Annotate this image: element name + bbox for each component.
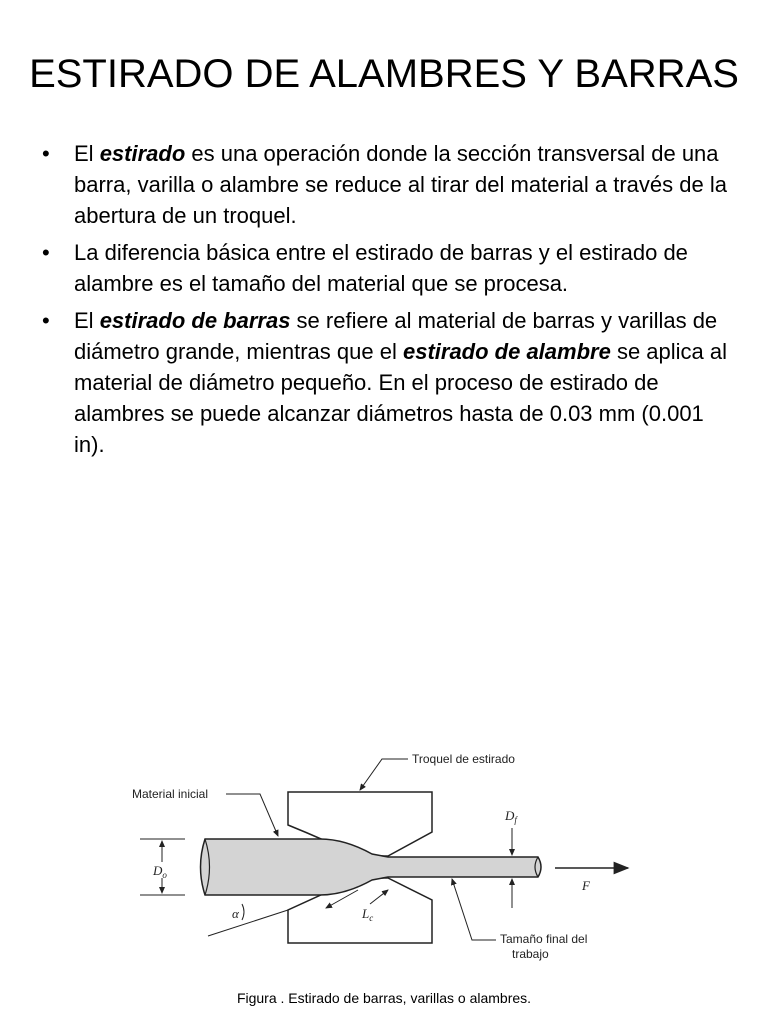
bullet-list — [40, 138, 730, 466]
bullet-text — [74, 141, 727, 228]
slide-title: ESTIRADO DE ALAMBRES Y BARRAS — [29, 52, 739, 96]
body-text: se refiere al material de barras y varillas de diámetro grande, mientras que el — [74, 308, 718, 364]
emphasis-text: estirado de alambre — [402, 339, 611, 364]
body-text: El — [74, 308, 100, 333]
body-text: es una operación donde la sección transversal de una barra, varilla o alambre se reduce al tirar del material a través de la abertura de un troquel. — [74, 141, 727, 228]
final-size-label-2: trabajo — [512, 947, 549, 961]
figure-caption: Figura . Estirado de barras, varillas o alambres. — [236, 990, 532, 1006]
df-label: $D_f$ — [505, 808, 517, 825]
drawing-process-figure — [120, 740, 650, 970]
bullet-item — [40, 237, 730, 299]
die-leader — [360, 759, 408, 790]
force-label: F — [582, 878, 590, 893]
bullet-marker: • — [42, 141, 50, 166]
bullet-marker: • — [42, 308, 50, 333]
angle-line — [208, 910, 288, 936]
body-text: La diferencia básica entre el estirado de barras y el estirado de alambre es el tamaño del material que se procesa. — [74, 240, 688, 296]
start-material-label: Material inicial — [132, 787, 209, 801]
emphasis-text: estirado de barras — [99, 308, 291, 333]
angle-arc — [242, 904, 244, 920]
bullet-item — [40, 305, 730, 460]
lc-label: $L_c$ — [362, 906, 374, 923]
angle-label: α — [232, 906, 239, 921]
bullet-marker: • — [42, 240, 50, 265]
die-label: Troquel de estirado — [412, 752, 515, 766]
emphasis-text: estirado — [99, 141, 186, 166]
start-material-leader — [226, 794, 278, 836]
final-size-leader — [452, 879, 496, 940]
bullet-item — [40, 138, 730, 231]
body-text: El — [74, 141, 100, 166]
body-text: se aplica al material de diámetro pequeño. En el proceso de estirado de alambres se puede alcanzar diámetros hasta de 0.03 mm (0.001 in). — [74, 339, 728, 457]
final-size-label-1: Tamaño final del — [500, 932, 588, 946]
drawing-diagram — [120, 740, 650, 970]
bullet-text — [74, 240, 688, 296]
do-label: $D_o$ — [153, 863, 167, 880]
bullet-text — [74, 308, 727, 457]
